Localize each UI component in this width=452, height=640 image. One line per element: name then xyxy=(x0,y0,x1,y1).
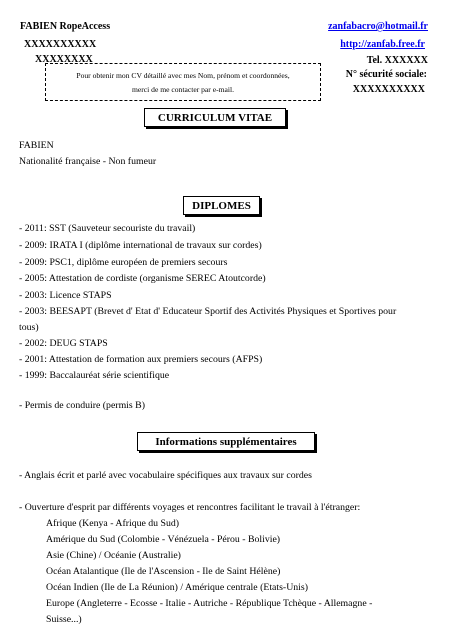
tel-number: Tel. XXXXXX xyxy=(366,55,428,66)
identity-details: Nationalité française - Non fumeur xyxy=(19,156,157,167)
travel-item: Amérique du Sud (Colombie - Vénézuela - Pérou - Bolivie) xyxy=(46,534,281,545)
travel-item: Afrique (Kenya - Afrique du Sud) xyxy=(46,518,180,529)
travel-item: Océan Atalantique (Ile de l'Ascension - Ile de Saint Hélène) xyxy=(46,566,281,577)
social-security-value: XXXXXXXXXX xyxy=(352,84,425,95)
section-heading-diplomes: DIPLOMES xyxy=(183,196,260,215)
travel-intro-line: - Ouverture d'esprit par différents voyages et rencontres facilitant le travail à l'étranger: xyxy=(19,502,361,513)
travel-item-continuation: Suisse...) xyxy=(46,614,82,625)
diploma-item-continuation: tous) xyxy=(19,322,39,333)
diploma-item: - 2009: IRATA I (diplôme international de travaux sur cordes) xyxy=(19,240,262,251)
contact-notice-line-2: merci de me contacter par e-mail. xyxy=(131,85,235,94)
travel-item: Asie (Chine) / Océanie (Australie) xyxy=(46,550,181,561)
identity-name: FABIEN xyxy=(19,140,54,151)
diploma-item: - 2005: Attestation de cordiste (organisme SEREC Atoutcorde) xyxy=(19,273,266,284)
section-heading-infos: Informations supplémentaires xyxy=(137,432,315,451)
diploma-item: - 2002: DEUG STAPS xyxy=(19,338,108,349)
diploma-item: - 2009: PSC1, diplôme européen de premiers secours xyxy=(19,257,228,268)
email-link[interactable]: zanfabacro@hotmail.fr xyxy=(328,21,428,32)
diploma-item: - 2001: Attestation de formation aux premiers secours (AFPS) xyxy=(19,354,263,365)
travel-item: Europe (Angleterre - Ecosse - Italie - Autriche - République Tchèque - Allemagne - xyxy=(46,598,373,609)
social-security-label: N° sécurité sociale: xyxy=(345,69,427,80)
diploma-item: - 2011: SST (Sauveteur secouriste du travail) xyxy=(19,223,196,234)
contact-notice-line-1: Pour obtenir mon CV détaillé avec mes Nom, prénom et coordonnées, xyxy=(76,71,290,80)
diploma-item: - 1999: Baccalauréat série scientifique xyxy=(19,370,170,381)
diploma-item: - 2003: Licence STAPS xyxy=(19,290,112,301)
header-placeholder-1: XXXXXXXXXX xyxy=(24,39,97,50)
cv-title: CURRICULUM VITAE xyxy=(144,108,286,127)
diploma-item: - 2003: BEESAPT (Brevet d' Etat d' Educateur Sportif des Activités Physiques et Sportives pour xyxy=(19,306,397,317)
travel-item: Océan Indien (Ile de La Réunion) / Amérique centrale (Etats-Unis) xyxy=(46,582,308,593)
website-link[interactable]: http://zanfab.free.fr xyxy=(340,39,425,50)
header-name: FABIEN RopeAccess xyxy=(20,21,111,32)
contact-notice-box xyxy=(45,63,321,101)
languages-line: - Anglais écrit et parlé avec vocabulaire spécifiques aux travaux sur cordes xyxy=(19,470,312,481)
header-placeholder-2: XXXXXXXX xyxy=(35,54,93,65)
driving-licence: - Permis de conduire (permis B) xyxy=(19,400,145,411)
